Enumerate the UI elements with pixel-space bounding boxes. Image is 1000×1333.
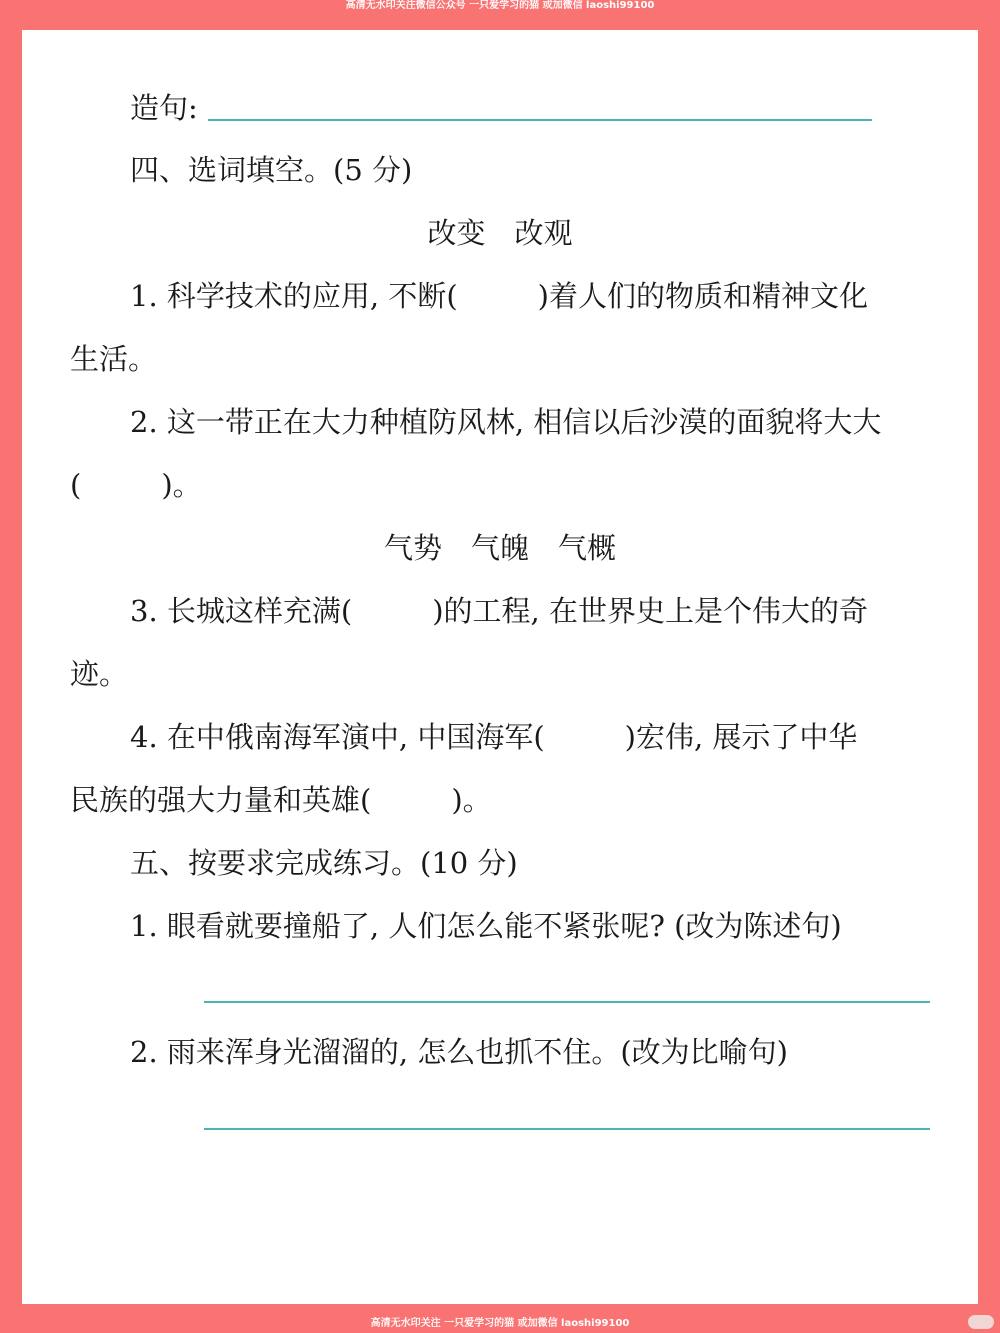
q4-4-text-d: )。 [451,783,492,817]
zaoju-answer-line[interactable] [208,119,872,121]
q4-1-line1 [130,276,868,316]
q4-4-line2 [70,780,492,820]
q4-1-text-a: 1. 科学技术的应用, 不断( [130,279,458,313]
section4-title: 四、选词填空。(5 分) [130,153,413,187]
q5-2-text: 2. 雨来浑身光溜溜的, 怎么也抓不住。(改为比喻句) [130,1035,788,1069]
q4-4-text-c: 民族的强大力量和英雄( [70,783,372,817]
q4-3-line2: 迹。 [70,657,129,691]
q4-2-line2 [70,465,202,505]
q4-3-line1 [130,591,868,631]
watermark-banner-top: 高清无水印关注微信公众号 一只爱学习的猫 或加微信 laoshi99100 [345,0,655,11]
q5-1-text: 1. 眼看就要撞船了, 人们怎么能不紧张呢? (改为陈述句) [130,909,842,943]
q4-3-text-a: 3. 长城这样充满( [130,594,353,628]
q4-4-text-b: )宏伟, 展示了中华 [624,720,858,754]
word-group-2: 气势 气魄 气概 [383,531,616,565]
worksheet-page [22,30,978,1304]
corner-badge-icon [968,1315,994,1329]
q4-2-text-b: ( [70,468,82,502]
q5-1-answer-line[interactable] [204,1001,930,1003]
q5-2-answer-line[interactable] [204,1128,930,1130]
q4-4-text-a: 4. 在中俄南海军演中, 中国海军( [130,720,545,754]
q4-2-text-c: )。 [161,468,202,502]
q4-3-text-b: )的工程, 在世界史上是个伟大的奇 [432,594,868,628]
section5-title: 五、按要求完成练习。(10 分) [130,846,518,880]
watermark-banner-bottom: 高清无水印关注 一只爱学习的猫 或加微信 laoshi99100 [370,1318,630,1329]
q4-2-line1: 2. 这一带正在大力种植防风林, 相信以后沙漠的面貌将大大 [130,405,882,439]
q4-1-line2: 生活。 [70,342,158,376]
zaoju-label: 造句: [130,91,198,125]
word-group-1: 改变 改观 [427,216,573,250]
q4-1-text-b: )着人们的物质和精神文化 [537,279,868,313]
q4-4-line1 [130,717,857,757]
